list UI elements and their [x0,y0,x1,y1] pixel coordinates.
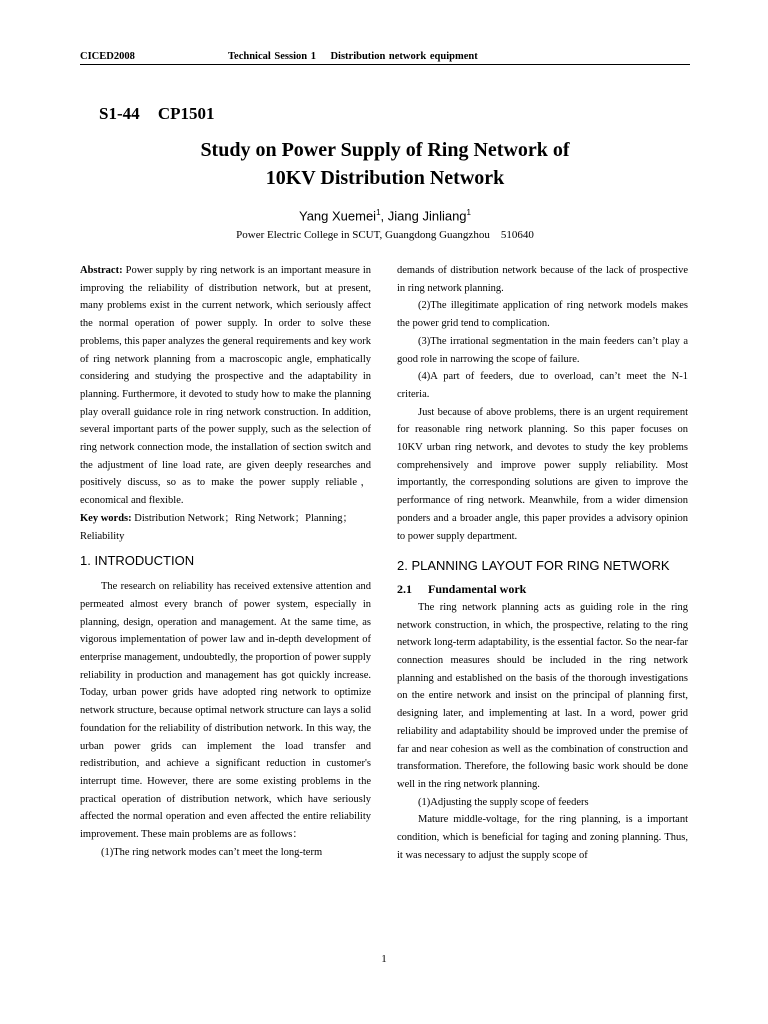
problem-item-3: (3)The irrational segmentation in the main feeders can’t play a good role in narrowing the scope of failure. [397,335,688,365]
keywords-text: Distribution Network；Ring Network；Planning；Reliability [80,512,353,542]
paper-id: S1-44 CP1501 [99,104,215,123]
problem-item-4: (4)A part of feeders, due to overload, can’t meet the N-1 criteria. [397,371,688,400]
affiliation: Power Electric College in SCUT, Guangdong Guangzhou 510640 [236,229,534,241]
author-1: Yang Xuemei [298,208,377,224]
section-2-paragraph-1: The ring network planning acts as guiding role in the ring network construction, in which, the prospective, relating to the ring network long-term adaptability, is the essential factor. So the near-far connection measures should be included in the ring network planning and established on the basis of the thorough investigations on the entire network and insist on the principal of planning first, designing later, and implementing at last. In a word, power grid reliability and adaptability should be improved under the premise of far and near cohesion as well as the combination of construction and transformation. Therefore, the following basic work should be done well in the ring network planning. [397,601,688,790]
abstract [80,262,371,510]
header-rule [80,64,690,65]
author-2: Jiang Jinliang [387,208,467,224]
section-2-heading: 2. PLANNING LAYOUT FOR RING NETWORK [397,558,670,574]
right-column [397,262,688,865]
intro-paragraph-2: (1)The ring network modes can’t meet the long-term [101,846,323,858]
intro-paragraph-continued: demands of distribution network because of the lack of prospective in ring network planning. [397,265,688,294]
subsection-number: 2.1 [397,582,412,597]
header-venue: CICED2008 [80,51,135,62]
author-separator: , [380,208,388,224]
author-1-affil-mark: 1 [376,208,381,217]
title-line-2: 10KV Distribution Network [265,167,505,189]
abstract-label: Abstract: [80,265,123,276]
section-2-paragraph-2: (1)Adjusting the supply scope of feeders [418,796,589,808]
section-1-heading: 1. INTRODUCTION [80,553,195,569]
author-2-affil-mark: 1 [466,208,471,217]
section-2-paragraph-3: Mature middle-voltage, for the ring planning, is a important condition, which is beneficial for taging and zoning planning. Thus, it was necessary to adjust the supply scope of [397,814,688,861]
keywords [80,510,371,545]
left-column [80,262,371,862]
intro-paragraph-3: Just because of above problems, there is an urgent requirement for reasonable ring network planning. So this paper focuses on 10KV urban ring network, and devotes to study the key problems comprehensively and improve power supply reliability. Most importantly, the corresponding solutions are given to improve the performance of ring network. Meanwhile, from a wider dimension ponders and a broader angle, this paper provides a advisory opinion to power supply department. [397,406,688,542]
header-session: Technical Session 1 Distribution network equipment [228,51,478,62]
author-list [80,208,690,223]
title-line-1: Study on Power Supply of Ring Network of [200,139,570,161]
abstract-text: Power supply by ring network is an important measure in improving the reliability of distribution network, but at present, many problems exist in the current network, which seriously affect the normal operation of power supply. In order to solve these problems, this paper analyzes the general requirements and key work of ring network planning from a macroscopic angle, emphatically considering and studying the prospective and the adaptability in planning. Furthermore, it devoted to study how to make the planning play overall guidance role in ring network construction. In addition, several important parts of the power supply, such as the selection of ring network connection mode, the installation of section switch and the adjustment of line load rate, are given deeply researches and positively discuss, so as to make the power supply reliable，economical and flexible. [80,265,371,507]
paper-title [80,136,690,192]
intro-paragraph-1: The research on reliability has received extensive attention and permeated almost every branch of power system, especially in planning, design, operation and management. At the same time, as vigorous implementation of power law and in-depth development of enterprise management, undoubtedly, the proportion of power supply reliability in production and management has got quickly increase. Today, urban power grids have adopted ring network to optimize network structure, because optimal network structure can lays a solid foundation for the reliability of distribution network. In this way, the urban power grids can implement the load transfer and redistribution, and achieve a significant reduction in customer's interrupt time. However, there are some existing problems in the practical operation of distribution network, which have seriously affected the normal operation and even affected the entire reliability improvement. These main problems are as follows： [80,581,371,841]
subsection-title: Fundamental work [428,582,527,597]
keywords-label: Key words: [80,512,132,524]
page-number: 1 [381,953,387,965]
problem-item-2: (2)The illegitimate application of ring network models makes the power grid tend to complication. [397,300,688,330]
subsection-2-1-heading [397,581,688,599]
